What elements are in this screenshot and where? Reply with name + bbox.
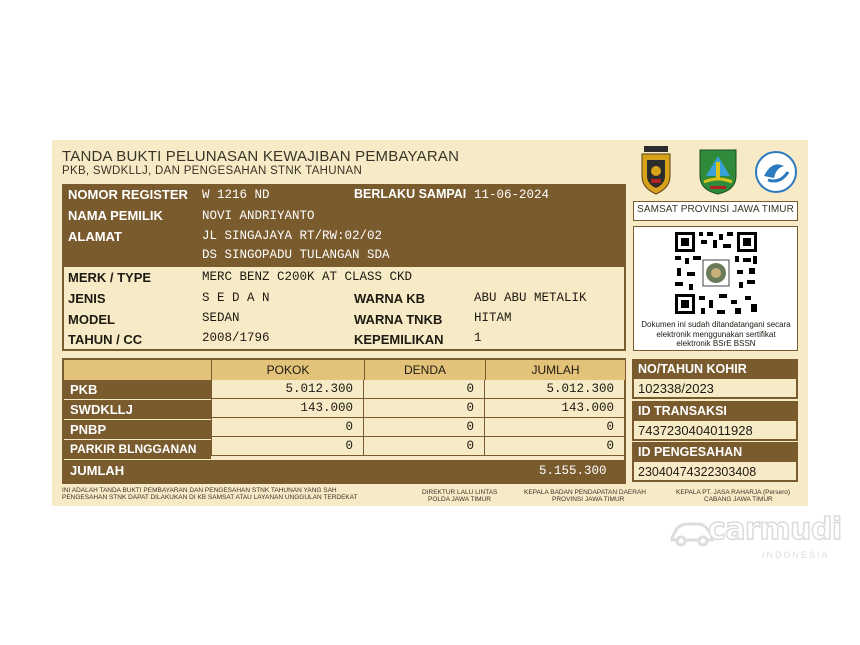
- nama-pemilik-value: NOVI ANDRIYANTO: [202, 209, 315, 223]
- footer-note-line1: INI ADALAH TANDA BUKTI PEMBAYARAN DAN PENGESAHAN STNK TAHUNAN YANG SAH: [62, 487, 337, 494]
- model-label: MODEL: [68, 312, 115, 327]
- jawa-timur-crest: [696, 146, 740, 196]
- jenis-value: S E D A N: [202, 291, 270, 305]
- merk-type-value: MERC BENZ C200K AT CLASS CKD: [202, 270, 413, 284]
- warna-tnkb-value: HITAM: [474, 311, 512, 325]
- col-header-pokok: POKOK: [211, 360, 364, 380]
- kohir-label: NO/TAHUN KOHIR: [632, 359, 798, 379]
- warna-kb-value: ABU ABU METALIK: [474, 291, 587, 305]
- tahun-cc-value: 2008/1796: [202, 331, 270, 345]
- berlaku-sampai-value: 11-06-2024: [474, 188, 550, 202]
- id-transaksi-label: ID TRANSAKSI: [632, 401, 798, 421]
- kepemilikan-value: 1: [474, 331, 482, 345]
- merk-type-label: MERK / TYPE: [68, 270, 152, 285]
- parkir-jumlah: 0: [485, 437, 624, 456]
- id-transaksi-value: 7437230404011928: [632, 421, 798, 441]
- signature-dirlantas-line2: POLDA JAWA TIMUR: [428, 496, 491, 503]
- row-label-parkir: PARKIR BLNGGANAN: [64, 440, 211, 459]
- samsat-label: SAMSAT PROVINSI JAWA TIMUR: [637, 204, 794, 215]
- footer-note-line2: PENGESAHAN STNK DAPAT DILAKUKAN DI KB SAMSAT ATAU LAYANAN UNGGULAN TERDEKAT: [62, 494, 358, 501]
- document-subtitle: PKB, SWDKLLJ, DAN PENGESAHAN STNK TAHUNAN: [62, 165, 363, 177]
- total-value: 5.155.300: [539, 464, 607, 478]
- row-label-pkb: PKB: [64, 380, 211, 399]
- carmudi-watermark: [668, 512, 846, 562]
- pnbp-jumlah: 0: [485, 418, 624, 437]
- alamat-label: ALAMAT: [68, 229, 122, 244]
- qr-code: [673, 230, 759, 316]
- tahun-cc-label: TAHUN / CC: [68, 332, 143, 347]
- total-label: JUMLAH: [70, 463, 125, 478]
- kohir-value: 102338/2023: [632, 379, 798, 399]
- id-pengesahan-label: ID PENGESAHAN: [632, 442, 798, 462]
- swdkllj-pokok: 143.000: [211, 399, 364, 418]
- alamat-line2: DS SINGOPADU TULANGAN SDA: [202, 248, 390, 262]
- col-header-denda: DENDA: [364, 360, 485, 380]
- swdkllj-denda: 0: [364, 399, 485, 418]
- document-title: TANDA BUKTI PELUNASAN KEWAJIBAN PEMBAYARAN: [62, 148, 460, 165]
- pkb-denda: 0: [364, 380, 485, 399]
- warna-tnkb-label: WARNA TNKB: [354, 312, 443, 327]
- pkb-pokok: 5.012.300: [211, 380, 364, 399]
- signature-bapenda-line1: KEPALA BADAN PENDAPATAN DAERAH: [524, 489, 646, 496]
- signature-bapenda-line2: PROVINSI JAWA TIMUR: [552, 496, 625, 503]
- payment-table-corner: [64, 360, 211, 380]
- parkir-denda: 0: [364, 437, 485, 456]
- nama-pemilik-label: NAMA PEMILIK: [68, 208, 163, 223]
- stnk-receipt-card: [52, 140, 808, 506]
- signature-jasaraharja-line1: KEPALA PT. JASA RAHARJA (Persero): [676, 489, 791, 496]
- berlaku-sampai-label: BERLAKU SAMPAI: [354, 187, 467, 201]
- kepemilikan-label: KEPEMILIKAN: [354, 332, 444, 347]
- qr-caption: Dokumen ini sudah ditandatangani secara elektronik menggunakan sertifikat elektronik BSrE BSSN: [641, 320, 791, 348]
- swdkllj-jumlah: 143.000: [485, 399, 624, 418]
- nomor-register-label: NOMOR REGISTER: [68, 187, 188, 202]
- alamat-line1: JL SINGAJAYA RT/RW:02/02: [202, 229, 383, 243]
- warna-kb-label: WARNA KB: [354, 291, 426, 306]
- id-pengesahan-value: 23040474322303408: [632, 462, 798, 482]
- row-label-swdkllj: SWDKLLJ: [64, 400, 211, 419]
- pkb-jumlah: 5.012.300: [485, 380, 624, 399]
- jenis-label: JENIS: [68, 291, 106, 306]
- pnbp-pokok: 0: [211, 418, 364, 437]
- watermark-country: INDONESIA: [762, 550, 830, 560]
- watermark-brand: carmudi: [708, 512, 842, 547]
- parkir-pokok: 0: [211, 437, 364, 456]
- nomor-register-value: W 1216 ND: [202, 188, 270, 202]
- jasa-raharja-logo: [754, 150, 798, 194]
- model-value: SEDAN: [202, 311, 240, 325]
- pnbp-denda: 0: [364, 418, 485, 437]
- signature-dirlantas-line1: DIREKTUR LALU LINTAS: [422, 489, 498, 496]
- police-logo: [636, 146, 676, 196]
- row-label-pnbp: PNBP: [64, 420, 211, 439]
- col-header-jumlah: JUMLAH: [485, 360, 625, 380]
- signature-jasaraharja-line2: CABANG JAWA TIMUR: [704, 496, 773, 503]
